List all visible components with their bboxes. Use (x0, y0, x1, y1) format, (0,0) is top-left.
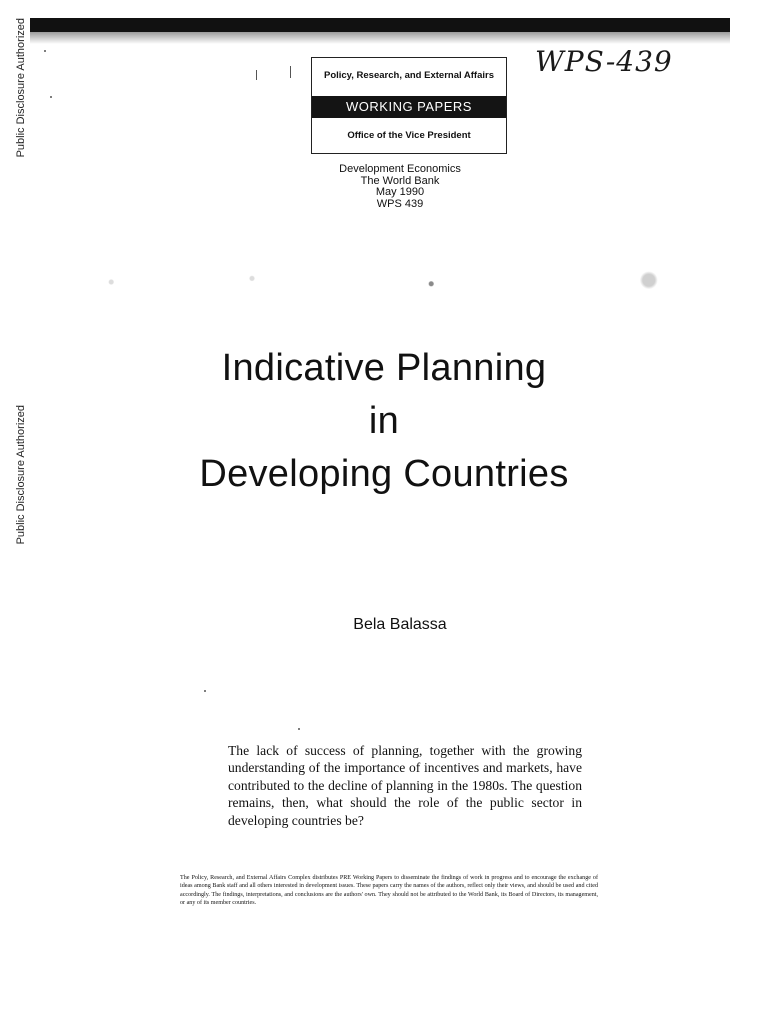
scan-speck (256, 70, 257, 80)
meta-institution: The World Bank (360, 174, 440, 187)
series-complex-name: Policy, Research, and External Affairs (323, 70, 494, 81)
title-line-1: Indicative Planning (221, 347, 547, 389)
series-office-name: Office of the Vice President (347, 130, 471, 141)
meta-date: May 1990 (375, 186, 425, 198)
author-name: Bela Balassa (353, 616, 447, 633)
scan-speck (298, 728, 300, 730)
handwritten-report-number: WPS-439 (535, 45, 673, 78)
disclosure-stamp-upper-text: Public Disclosure Authorized (15, 18, 27, 158)
meta-department: Development Economics (339, 163, 461, 175)
disclaimer-footnote: The Policy, Research, and External Affairs Complex distributes PRE Working Papers to disseminate the findings of work in progress and to encourage the exchange of ideas among Bank staff and all others interested in development issues. These papers carry the names of the authors, reflect only their views, and should be used and cited accordingly. The findings, interpretations, and conclusions are the authors' own. They should not be attributed to the World Bank, its Board of Directors, its management, or any of its member countries. (180, 875, 598, 907)
document-title (100, 342, 668, 501)
title-line-3: Developing Countries (199, 453, 569, 495)
series-banner: WORKING PAPERS (312, 96, 506, 118)
series-box (311, 57, 507, 154)
disclosure-stamp-lower (14, 405, 28, 565)
scan-top-band (30, 18, 730, 32)
publication-meta (300, 164, 500, 210)
scan-speckle-band (60, 264, 700, 300)
disclosure-stamp-upper (14, 18, 28, 178)
scan-speck (44, 50, 46, 52)
title-line-2: in (368, 400, 400, 442)
scan-top-shadow (30, 32, 730, 44)
disclosure-stamp-lower-text: Public Disclosure Authorized (15, 405, 27, 545)
scan-speck (204, 690, 206, 692)
meta-number: WPS 439 (376, 197, 424, 210)
abstract-paragraph: The lack of success of planning, together with the growing understanding of the importance of incentives and markets, have contributed to the decline of planning in the 1980s. The question remains, then, what should the role of the public sector in developing countries be? (228, 743, 582, 828)
scan-speck (50, 96, 52, 98)
scan-speck (290, 66, 291, 78)
